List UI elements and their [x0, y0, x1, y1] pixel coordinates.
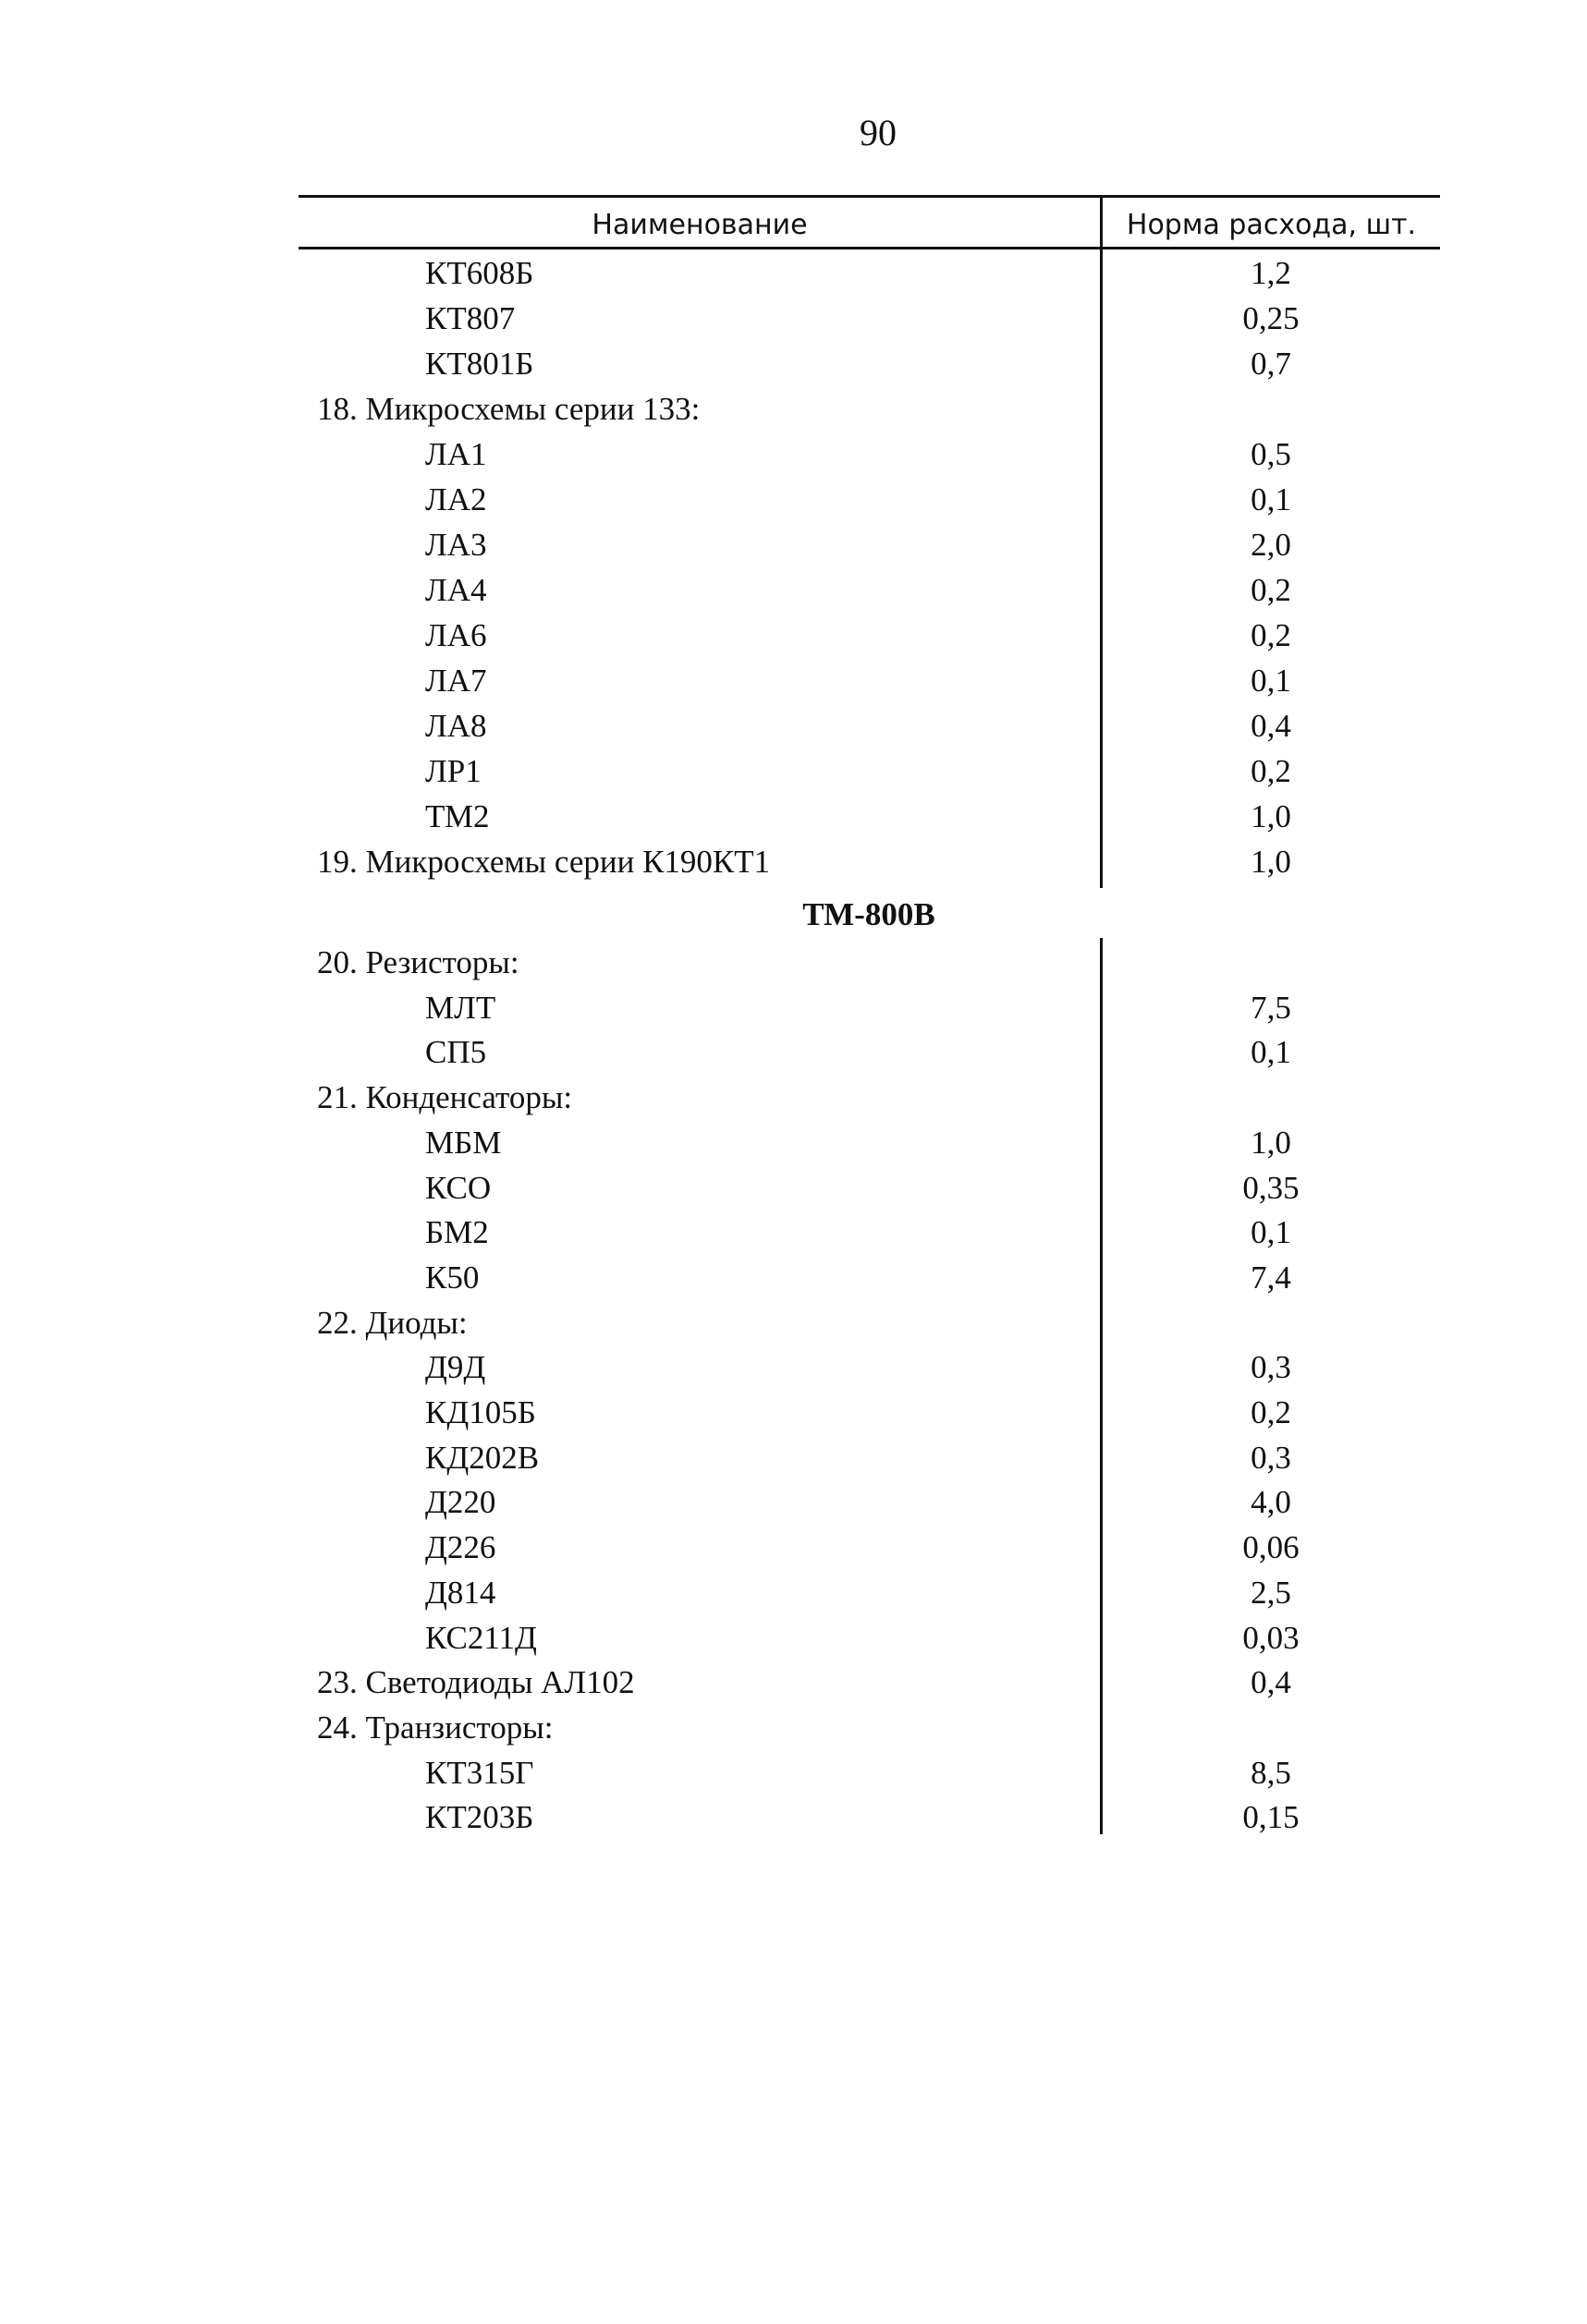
item-name: 23. Светодиоды АЛ102 [317, 1664, 635, 1701]
item-norm-value: 0,7 [1251, 346, 1291, 382]
item-name: Д814 [425, 1574, 496, 1611]
item-norm-value: 1,0 [1251, 1124, 1291, 1161]
table-row [0, 1571, 1587, 1615]
table-row [0, 659, 1587, 703]
column-header-norm: Норма расхода, шт. [1126, 209, 1417, 241]
table-row [0, 1436, 1587, 1480]
item-norm-value: 0,1 [1251, 481, 1291, 517]
table-row [0, 1256, 1587, 1300]
table-row [0, 568, 1587, 613]
item-norm-value: 0,4 [1251, 708, 1291, 744]
table-row [0, 1211, 1587, 1255]
item-norm-value: 7,5 [1251, 989, 1291, 1026]
item-name: 19. Микросхемы серии К190КТ1 [317, 844, 771, 880]
item-name: 18. Микросхемы серии 133: [317, 391, 701, 427]
item-norm-value: 8,5 [1251, 1754, 1291, 1791]
item-name: КТ608Б [425, 255, 534, 291]
table-row [0, 749, 1587, 794]
item-name: КТ203Б [425, 1799, 534, 1836]
item-name: ЛА8 [425, 708, 487, 744]
table-row [0, 432, 1587, 477]
table-row [0, 1030, 1587, 1075]
table-row [0, 1480, 1587, 1525]
item-name: КТ315Г [425, 1754, 534, 1791]
item-norm-value: 4,0 [1251, 1484, 1291, 1521]
item-name: КД105Б [425, 1394, 536, 1430]
item-norm-value: 0,3 [1251, 1349, 1291, 1386]
table-row [0, 1166, 1587, 1211]
table-row [0, 342, 1587, 386]
item-norm-value: 2,5 [1251, 1574, 1291, 1611]
table-top-rule [299, 195, 1440, 198]
item-norm-value: 7,4 [1251, 1259, 1291, 1296]
item-name: Д220 [425, 1484, 496, 1521]
item-name: КСО [425, 1169, 492, 1206]
item-name: СП5 [425, 1034, 487, 1071]
item-norm-value: 0,1 [1251, 1214, 1291, 1251]
item-norm-value: 0,2 [1251, 753, 1291, 789]
item-name: МЛТ [425, 989, 496, 1026]
item-name: К50 [425, 1259, 480, 1296]
item-norm-value: 0,4 [1251, 1664, 1291, 1701]
item-name: Д226 [425, 1529, 496, 1566]
item-norm-value: 0,1 [1251, 663, 1291, 699]
item-norm-value: 0,03 [1242, 1619, 1300, 1656]
item-name: 21. Конденсаторы: [317, 1079, 573, 1116]
item-norm-value: 0,2 [1251, 572, 1291, 608]
table-row [0, 840, 1587, 884]
item-name: МБМ [425, 1124, 502, 1161]
item-name: КС211Д [425, 1619, 537, 1656]
table-row [0, 1121, 1587, 1165]
item-norm-value: 1,2 [1251, 255, 1291, 291]
table-row [0, 1751, 1587, 1795]
table-row [0, 1391, 1587, 1435]
item-name: ТМ2 [425, 798, 490, 834]
section-title: ТМ-800В [802, 896, 935, 932]
table-row [0, 614, 1587, 658]
item-norm-value: 0,2 [1251, 617, 1291, 653]
item-name: 24. Транзисторы: [317, 1709, 554, 1746]
item-name: ЛА6 [425, 617, 487, 653]
table-row [0, 704, 1587, 748]
item-norm-value: 0,15 [1242, 1799, 1300, 1836]
table-row [0, 1526, 1587, 1570]
item-name: КТ807 [425, 300, 516, 336]
item-name: 20. Резисторы: [317, 944, 519, 980]
item-norm-value: 0,25 [1242, 300, 1300, 336]
table-row [0, 986, 1587, 1030]
table-row [0, 478, 1587, 522]
item-norm-value: 0,2 [1251, 1394, 1291, 1430]
table-row [0, 251, 1587, 296]
table-row [0, 1616, 1587, 1661]
table-row [0, 387, 1587, 432]
item-norm-value: 0,5 [1251, 436, 1291, 472]
table-row [0, 795, 1587, 839]
item-name: 22. Диоды: [317, 1304, 468, 1341]
item-norm-value: 0,06 [1242, 1529, 1300, 1566]
table-row [0, 297, 1587, 341]
item-name: ЛА4 [425, 572, 487, 608]
table-row [0, 1661, 1587, 1705]
item-name: БМ2 [425, 1214, 489, 1251]
table-row [0, 523, 1587, 567]
table-row [0, 941, 1587, 985]
item-norm-value: 0,1 [1251, 1034, 1291, 1071]
table-row [0, 1706, 1587, 1750]
column-header-name: Наименование [592, 209, 808, 241]
item-norm-value: 2,0 [1251, 527, 1291, 563]
item-name: ЛР1 [425, 753, 482, 789]
item-norm-value: 1,0 [1251, 844, 1291, 880]
item-name: КД202В [425, 1439, 540, 1476]
table-row [0, 1345, 1587, 1390]
item-name: КТ801Б [425, 346, 534, 382]
item-name: Д9Д [425, 1349, 486, 1386]
item-name: ЛА3 [425, 527, 487, 563]
table-row [0, 1301, 1587, 1345]
item-name: ЛА1 [425, 436, 487, 472]
item-name: ЛА7 [425, 663, 487, 699]
item-norm-value: 0,3 [1251, 1439, 1291, 1476]
table-row [0, 1795, 1587, 1840]
table-row [0, 1076, 1587, 1120]
item-name: ЛА2 [425, 481, 487, 517]
page-number: 90 [860, 112, 897, 153]
header-bottom-rule [299, 247, 1440, 249]
item-norm-value: 1,0 [1251, 798, 1291, 834]
item-norm-value: 0,35 [1242, 1169, 1300, 1206]
